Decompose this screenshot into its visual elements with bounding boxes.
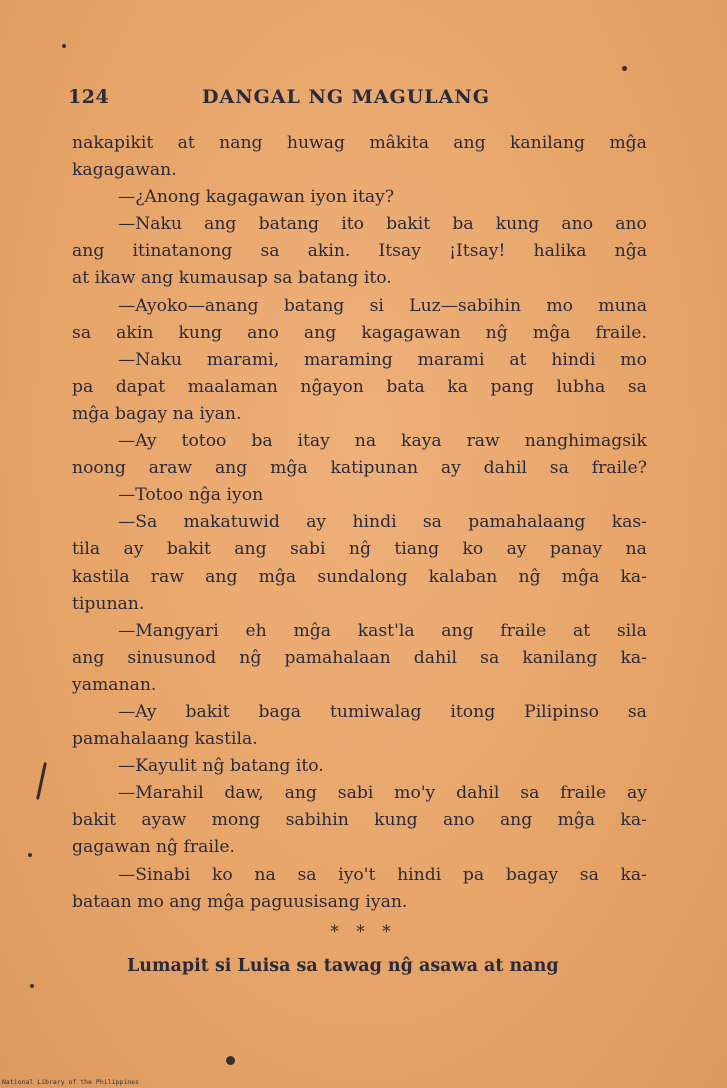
section-break: * * * (330, 922, 397, 942)
ink-speck (30, 984, 34, 988)
text-line: gagawan nĝ fraile. (72, 837, 235, 858)
ink-speck (622, 66, 627, 71)
text-line: noong araw ang mĝa katipunan ay dahil sa fraile? (72, 458, 647, 479)
text-line: —Naku marami, maraming marami at hindi mo (118, 349, 647, 370)
page-header (68, 86, 668, 112)
text-line: bataan mo ang mĝa paguusisang iyan. (72, 891, 408, 912)
ink-speck (226, 1056, 235, 1065)
running-title: DANGAL NG MAGULANG (202, 86, 490, 108)
text-line: kagagawan. (72, 160, 177, 181)
text-line: —Totoo nĝa iyon (118, 485, 264, 506)
text-line: pa dapat maalaman nĝayon bata ka pang lubha sa (72, 376, 647, 397)
footer-credit: National Library of the Philippines (2, 1078, 139, 1086)
pen-mark (36, 762, 47, 800)
text-line: —Ayoko—anang batang si Luz—sabihin mo muna (118, 295, 647, 316)
text-line: —Sinabi ko na sa iyo't hindi pa bagay sa ka- (118, 864, 647, 885)
text-line: yamanan. (72, 674, 157, 695)
text-line: kastila raw ang mĝa sundalong kalaban nĝ mĝa ka- (72, 566, 647, 587)
text-line: ang itinatanong sa akin. Itsay ¡Itsay! halika nĝa (72, 241, 647, 262)
ink-speck (62, 44, 66, 48)
page-number: 124 (68, 86, 110, 108)
ink-speck (28, 853, 32, 857)
text-line: —Ay totoo ba itay na kaya raw nanghimagsik (118, 431, 647, 452)
text-line: bakit ayaw mong sabihin kung ano ang mĝa ka- (72, 810, 647, 831)
text-line: —Kayulit nĝ batang ito. (118, 756, 324, 777)
text-line: —Naku ang batang ito bakit ba kung ano ano (118, 214, 647, 235)
text-line: tila ay bakit ang sabi nĝ tiang ko ay panay na (72, 539, 647, 560)
final-line: Lumapit si Luisa sa tawag nĝ asawa at nang (127, 956, 559, 976)
text-line: —Sa makatuwid ay hindi sa pamahalaang kas- (118, 512, 647, 533)
text-line: —Mangyari eh mĝa kast'la ang fraile at sila (118, 620, 647, 641)
text-line: ang sinusunod nĝ pamahalaan dahil sa kanilang ka- (72, 647, 647, 668)
text-line: at ikaw ang kumausap sa batang ito. (72, 268, 392, 289)
text-line: tipunan. (72, 593, 145, 614)
text-line: sa akin kung ano ang kagagawan nĝ mĝa fraile. (72, 322, 647, 343)
text-line: —¿Anong kagagawan iyon itay? (118, 187, 395, 208)
text-line: —Ay bakit baga tumiwalag itong Pilipinso sa (118, 701, 647, 722)
text-line: pamahalaang kastila. (72, 729, 258, 750)
text-line: mĝa bagay na iyan. (72, 403, 242, 424)
body-text (72, 130, 647, 916)
text-line: nakapikit at nang huwag mâkita ang kanilang mĝa (72, 133, 647, 153)
text-line: —Marahil daw, ang sabi mo'y dahil sa fraile ay (118, 783, 647, 804)
